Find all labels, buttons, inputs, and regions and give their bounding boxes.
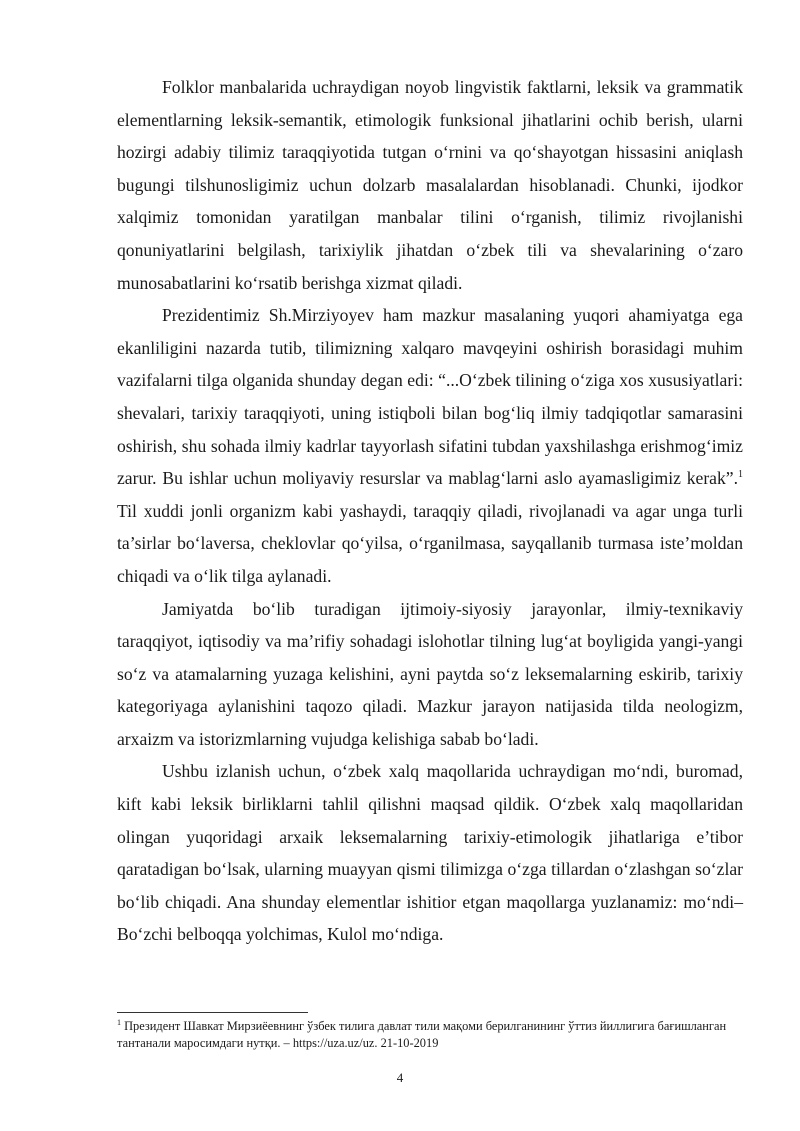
paragraph-2-text: Prezidentimiz Sh.Mirziyoyev ham mazkur masalaning yuqori ahamiyatga ega ekanliligini nazarda tutib, tilimizning xalqaro mavqeyini oshirish borasidagi muhim vazifalarni tilga olganida shunday degan edi: “...O‘zbek tilining o‘ziga xos xususiyatlari: shevalari, tarixiy taraqqiyoti, uning istiqboli bilan bog‘liq ilmiy tadqiqotlar samarasini oshirish, shu sohada ilmiy kadrlar tayyorlash sifatini tubdan yaxshilashga erishmog‘imiz zarur. Bu ishlar uchun moliyaviy resurslar va mablag‘larni aslo ayamasligimiz kerak”.: [117, 305, 743, 489]
footnote-marker: 1: [117, 1017, 121, 1027]
footnote: [117, 1018, 743, 1052]
paragraph-2: [117, 299, 743, 592]
footnote-separator: [117, 1012, 308, 1013]
paragraph-3: Jamiyatda bo‘lib turadigan ijtimoiy-siyosiy jarayonlar, ilmiy-texnikaviy taraqqiyot, iqtisodiy va ma’rifiy sohadagi islohotlar tilning lug‘at boyligida yangi-yangi so‘z va atamalarning yuzaga kelishini, ayni paytda so‘z leksemalarning eskirib, tarixiy kategoriyaga aylanishini taqozo qiladi. Mazkur jarayon natijasida tilda neologizm, arxaizm va istorizmlarning vujudga kelishiga sabab bo‘ladi.: [117, 598, 743, 749]
paragraph-2-continuation: Til xuddi jonli organizm kabi yashaydi, taraqqiy qiladi, rivojlanadi va agar unga turli ta’sirlar bo‘laversa, cheklovlar qo‘yilsa, o‘rganilmasa, sayqallanib turmasa iste’moldan chiqadi va o‘lik tilga aylanadi.: [117, 500, 743, 586]
paragraph-4: Ushbu izlanish uchun, o‘zbek xalq maqollarida uchraydigan mo‘ndi, buromad, kift kabi leksik birliklarni tahlil qilishni maqsad qildik. O‘zbek xalq maqollaridan olingan yuqoridagi arxaik leksemalarning tarixiy-etimologik jihatlariga e’tibor qaratadigan bo‘lsak, ularning muayyan qismi tilimizga o‘zga tillardan o‘zlashgan so‘zlar bo‘lib chiqadi. Ana shunday elementlar ishitior etgan maqollarga yuzlanamiz: mo‘ndi– Bo‘zchi belboqqa yolchimas, Kulol mo‘ndiga.: [117, 761, 743, 945]
page-number: 4: [396, 1070, 404, 1085]
footnote-reference[interactable]: 1: [738, 469, 743, 481]
paragraph-1: Folklor manbalarida uchraydigan noyob lingvistik faktlarni, leksik va grammatik elementlarning leksik-semantik, etimologik funksional jihatlarini ochib berish, ularni hozirgi adabiy tilimiz taraqqiyotida tutgan o‘rnini va qo‘shayotgan hissasini aniqlash bugungi tilshunosligimiz uchun dolzarb masalalardan hisoblanadi. Chunki, ijodkor xalqimiz tomonidan yaratilgan manbalar tilini o‘rganish, tilimiz rivojlanishi qonuniyatlarini belgilash, tarixiylik jihatdan o‘zbek tili va shevalarining o‘zaro munosabatlarini ko‘rsatib berishga xizmat qiladi.: [117, 77, 743, 293]
document-body: [117, 71, 743, 951]
footnote-text: Президент Шавкат Мирзиёевнинг ўзбек тилига давлат тили мақоми берилганининг ўттиз йиллигига бағишланган тантанали маросимдаги нутқи. – https://uza.uz/uz. 21-10-2019: [117, 1019, 727, 1050]
